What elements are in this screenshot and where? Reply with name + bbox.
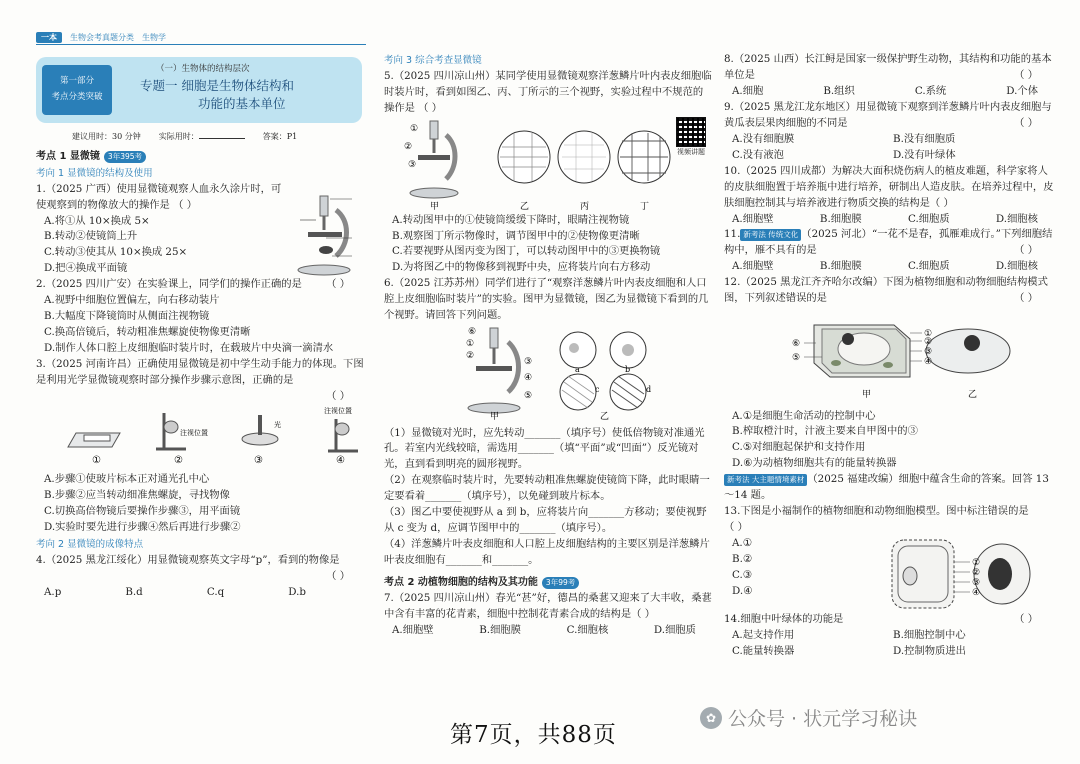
question-9-text: 9.（2025 黑龙江龙东地区）用显微镜下观察到洋葱鳞片叶内表皮细胞与黄瓜表层果肉细胞的不同是 (724, 100, 1052, 129)
q6-part-2: （2）在观察临时装片时，先要转动粗准焦螺旋使镜筒下降，此时眼睛一定要看着_______（填序号），以免碰到玻片标本。 (384, 474, 710, 503)
q5-option-a: A.转动图甲中的①使镜筒缓缓下降时，眼睛注视物镜 (392, 213, 630, 226)
svg-text:乙: 乙 (520, 201, 530, 212)
subject-name: 生物学 (142, 32, 166, 42)
svg-text:甲: 甲 (490, 412, 500, 421)
q11-option-a: A.细胞壁 (732, 260, 774, 273)
q6-part-4: （4）洋葱鳞片叶表皮细胞和人口腔上皮细胞结构的主要区别是洋葱鳞片叶表皮细胞有_______和_______。 (384, 538, 710, 567)
series-name: 生物会考真题分类 (70, 32, 134, 42)
kaoxiang-3: 考向 3 综合考查显微镜 (384, 55, 482, 66)
question-11-paren: （ ） (1014, 244, 1038, 257)
kaodian-2-label: 考点 2 动植物细胞的结构及其功能 (384, 577, 538, 589)
question-13-paren: （ ） (724, 521, 748, 534)
qr-block (676, 117, 706, 158)
q7-option-d: D.细胞质 (653, 623, 696, 636)
svg-text:③: ③ (408, 159, 417, 170)
q4-option-a: A.p (44, 585, 62, 598)
q12-option-b: B.榨取橙汁时，汁液主要来自甲图中的③ (732, 425, 918, 438)
animal-cell-yi (926, 329, 1010, 373)
step-label-2: ② (174, 454, 183, 466)
kaodian-1-label: 考点 1 显微镜 (36, 151, 100, 163)
q1-option-d: D.把④换成平面镜 (44, 262, 128, 275)
q14-option-b: B.细胞控制中心 (893, 629, 966, 642)
q8-option-d: D.个体 (1006, 84, 1038, 97)
microscope-q6 (468, 328, 520, 413)
q5-option-c: C.若要视野从图丙变为图丁，可以转动图甲中的③更换物镜 (392, 245, 661, 258)
question-9-paren: （ ） (1014, 116, 1038, 129)
svg-text:②: ② (924, 337, 933, 348)
q13-option-a: A.① (732, 537, 752, 550)
step-label-4: ④ (336, 454, 345, 466)
question-5 (384, 69, 712, 117)
svg-text:c: c (595, 385, 600, 395)
svg-text:⑥: ⑥ (468, 327, 477, 338)
plant-cell-jia (814, 325, 910, 377)
q7-options (384, 623, 712, 639)
step-label-1: ① (92, 454, 101, 466)
q12-option-c: C.⑤对细胞起保护和支持作用 (732, 441, 866, 454)
question-14-paren: （ ） (1014, 613, 1038, 626)
svg-text:丙: 丙 (580, 201, 590, 212)
q4-option-b: B.d (125, 585, 143, 598)
question-5-text: 5.（2025 四川凉山州）某同学使用显微镜观察洋葱鳞片叶内表皮细胞临时装片时，看到如图乙、丙、丁所示的三个视野，实验过程中不规范的操作是 (384, 69, 712, 114)
operation-steps-figure (36, 405, 366, 467)
chapter-title-line2: 功能的基本单位 (198, 95, 286, 111)
part-sublabel: 考点分类突破 (51, 92, 103, 103)
kaodian-1-badge: 3年395考 (104, 151, 146, 163)
question-11-text: （2025 河北）“一花不是春，孤雁难成行。”下列细胞结构中，雁不具有的是 (724, 228, 1053, 257)
brand-logo: 一本 (36, 32, 62, 43)
svg-text:②: ② (404, 141, 413, 152)
svg-text:②: ② (466, 351, 475, 362)
q8-option-b: B.组织 (823, 84, 855, 97)
question-1-paren: （ ） (173, 198, 198, 211)
q8-option-c: C.系统 (914, 84, 947, 97)
question-1 (36, 182, 286, 214)
q14-option-a: A.起支持作用 (732, 629, 795, 642)
column-1 (36, 52, 366, 601)
svg-text:乙: 乙 (600, 412, 610, 421)
view-yi (498, 131, 550, 183)
question-10: 10.（2025 四川成都）为解决大面积烧伤病人的植皮难题，科学家将人的皮肤细胞置于培养瓶中进行培养，研制出人造皮肤。在培养过程中，皮肤细胞控制其与培养液进行物质交换的结构是（ ） (724, 164, 1054, 209)
q14-option-d: D.控制物质进出 (893, 645, 966, 658)
top-rule (36, 44, 366, 45)
view-ding (618, 131, 670, 183)
question-11 (724, 227, 1054, 259)
q3-option-c: C.切换高倍物镜后要操作步骤③，用平面镜 (44, 505, 241, 518)
q10-option-a: A.细胞壁 (732, 212, 774, 225)
q11-tag: 新考法 传统文化 (740, 229, 801, 241)
question-4: 4.（2025 黑龙江绥化）用显微镜观察英文字母“p”，看到的物像是 (36, 553, 340, 566)
kaodian-2-badge: 3年99考 (542, 577, 579, 589)
q2-option-b: B.大幅度下降镜筒时从侧面注视物镜 (44, 310, 210, 323)
top-bar (36, 30, 366, 44)
question-14 (724, 612, 1054, 628)
actual-time-blank (199, 138, 245, 139)
question-4-paren: （ ） (326, 569, 350, 582)
q9-option-a: A.没有细胞膜 (732, 132, 795, 145)
q4-option-c: C.q (206, 585, 225, 598)
svg-text:②: ② (972, 568, 981, 579)
q3-option-d: D.实验时要先进行步骤④然后再进行步骤② (44, 521, 241, 534)
q10-option-c: C.细胞质 (907, 212, 950, 225)
q4-option-d: D.b (288, 585, 306, 598)
question-2-text: 2.（2025 四川广安）在实验课上，同学们的操作正确的是 (36, 278, 302, 291)
step-4-sketch (328, 419, 358, 451)
svg-text:b: b (625, 365, 631, 375)
q10-option-b: B.细胞膜 (819, 212, 862, 225)
question-13-text: 13.下图是小福制作的植物细胞和动物细胞模型。图中标注错误的是 (724, 505, 1029, 518)
note-watch-position-1: 注视位置 (180, 428, 208, 437)
question-14-text: 14.细胞中叶绿体的功能是 (724, 613, 844, 626)
column-3 (724, 52, 1054, 660)
q10-options (724, 212, 1054, 228)
q1-option-b: B.转动②使镜筒上升 (44, 230, 138, 243)
svg-text:d: d (646, 385, 652, 395)
svg-text:⑥: ⑥ (792, 339, 801, 350)
qr-label: 视频讲题 (677, 147, 705, 156)
svg-text:①: ① (466, 339, 475, 350)
q11-options (724, 259, 1054, 275)
watermark-text: 公众号 · 状元学习秘诀 (728, 708, 918, 730)
kaoxiang-1: 考向 1 显微镜的结构及使用 (36, 167, 153, 179)
question-8 (724, 52, 1054, 84)
chapter-title-line1: 专题一 细胞是生物体结构和 (140, 78, 294, 93)
watermark (700, 704, 917, 731)
q11-option-d: D.细胞核 (995, 260, 1038, 273)
svg-text:甲: 甲 (862, 390, 872, 401)
svg-text:④: ④ (972, 588, 981, 599)
question-13 (724, 504, 1054, 536)
q13-option-c: C.③ (732, 569, 753, 582)
q2-option-a: A.视野中细胞位置偏左，向右移动装片 (44, 294, 220, 307)
q11-option-c: C.细胞质 (907, 260, 950, 273)
note-light: 光 (274, 420, 281, 429)
question-2 (36, 277, 366, 293)
figure-q5 (384, 117, 674, 213)
kaoxiang-2: 考向 2 显微镜的成像特点 (36, 539, 144, 551)
question-8-text: 8.（2025 山西）长江鲟是国家一级保护野生动物，其结构和功能的基本单位是 (724, 53, 1052, 81)
svg-text:⑤: ⑤ (792, 353, 801, 364)
kaodian-1 (36, 149, 366, 165)
q14-options (724, 628, 1054, 660)
question-1-text: 1.（2025 广西）使用显微镜观察人血永久涂片时，可使观察到的物像放大的操作是 (36, 182, 282, 211)
step-3-sketch (242, 415, 278, 445)
figure-q13 (874, 536, 1044, 612)
question-2-paren: （ ） (326, 278, 350, 291)
qr-code-icon[interactable] (676, 117, 706, 147)
chapter-subtitle: （一）生物体的结构层次 (156, 64, 250, 74)
svg-text:甲: 甲 (430, 201, 440, 212)
chapter-title (140, 77, 294, 112)
step-1-sketch (68, 433, 120, 447)
part-label: 第一部分 (59, 76, 94, 86)
q7-option-c: C.细胞核 (566, 623, 609, 636)
svg-text:③: ③ (972, 578, 981, 589)
wechat-icon: ✿ (700, 707, 722, 729)
svg-text:③: ③ (924, 347, 933, 358)
q1-option-a: A.将①从 10×换成 5× (44, 214, 150, 227)
suggested-time: 建议用时：30 分钟 (72, 132, 141, 141)
q9-options (724, 132, 1054, 164)
q2-option-c: C.换高倍镜后，转动粗准焦螺旋使物像更清晰 (44, 326, 251, 339)
question-3: 3.（2025 河南许昌）正确使用显微镜是初中学生动手能力的体现。下图是利用光学显微镜观察时部分操作步骤示意图，正确的是 (36, 358, 364, 387)
time-meta (72, 131, 366, 143)
q5-option-d: D.为将图乙中的物像移到视野中央，应将装片向右方移动 (392, 261, 651, 274)
svg-text:③: ③ (524, 357, 533, 368)
q4-options (36, 585, 366, 601)
figure-q12 (724, 307, 1054, 403)
q9-option-c: C.没有液泡 (732, 148, 784, 161)
question-8-paren: （ ） (1014, 68, 1038, 81)
note-watch-position-2: 注视位置 (324, 406, 352, 415)
part-tag (42, 65, 112, 115)
q7-option-b: B.细胞膜 (479, 623, 521, 636)
column-2 (384, 52, 712, 638)
q6-part-1: （1）显微镜对光时，应先转动_______（填序号）使低倍物镜对准通光孔。若室内光线较暗，需选用_______（填“平面”或“凹面”）反光镜对光，直到看到明亮的圆形视野。 (384, 426, 705, 471)
q7-option-a: A.细胞壁 (392, 623, 434, 636)
svg-text:①: ① (924, 329, 933, 340)
svg-text:⑤: ⑤ (524, 391, 533, 402)
q6-part-3: （3）图乙中要使视野从 a 到 b，应将装片向_______方移动；要使视野从 c 变为 d，应调节图甲中的_______（填序号）。 (384, 506, 707, 535)
q13-intro-text: （2025 福建改编）细胞中蕴含生命的答案。回答 13～14 题。 (724, 473, 1049, 502)
page-number: 第7页，共88页 (450, 722, 617, 748)
question-7: 7.（2025 四川凉山州）春光“甚”好，德昌的桑葚又迎来了大丰收，桑葚中含有丰富的花青素，细胞中控制花青素合成的结构是（ ） (384, 591, 712, 620)
svg-text:a: a (575, 365, 580, 375)
q13-tag: 新考法 大主题情境素材 (724, 474, 807, 486)
question-3-paren: （ ） (326, 390, 350, 402)
q12-option-a: A.①是细胞生命活动的控制中心 (732, 409, 876, 422)
q5-option-b: B.观察图丁所示物像时，调节图甲中的②使物像更清晰 (392, 229, 640, 242)
q14-option-c: C.能量转换器 (732, 645, 795, 658)
q1-option-c: C.转动③使其从 10×换成 25× (44, 246, 188, 259)
q8-option-a: A.细胞 (732, 84, 764, 97)
q8-options (724, 84, 1054, 100)
q3-option-b: B.步骤②应当转动细准焦螺旋，寻找物像 (44, 489, 230, 502)
q3-option-a: A.步骤①使玻片标本正对通光孔中心 (44, 473, 210, 486)
q12-option-d: D.⑥为动植物细胞共有的能量转换器 (732, 457, 897, 470)
q13-intro (724, 472, 1054, 504)
question-6: 6.（2025 江苏苏州）同学们进行了“观察洋葱鳞片叶内表皮细胞和人口腔上皮细胞临时装片”的实验。图甲为显微镜，图乙为显微镜下看到的几个视野。请回答下列问题。 (384, 277, 709, 322)
svg-text:④: ④ (924, 357, 933, 368)
question-9 (724, 100, 1054, 132)
question-12 (724, 275, 1054, 307)
view-bing (558, 131, 610, 183)
question-12-text: 12.（2025 黑龙江齐齐哈尔改编）下图为植物细胞和动物细胞结构模式图，下列叙述错误的是 (724, 276, 1048, 305)
q9-option-d: D.没有叶绿体 (893, 148, 956, 161)
microscope-figure-q1 (286, 190, 366, 276)
q13-option-b: B.② (732, 553, 753, 566)
question-12-paren: （ ） (1014, 292, 1038, 305)
chapter-header (36, 57, 362, 123)
q2-option-d: D.制作人体口腔上皮细胞临时装片时，在载玻片中央滴一滴清水 (44, 342, 334, 355)
kaodian-2 (384, 575, 712, 591)
answer-page: 答案：P1 (262, 132, 298, 141)
svg-text:④: ④ (524, 373, 533, 384)
svg-text:丁: 丁 (640, 201, 650, 212)
q9-option-b: B.没有细胞质 (893, 132, 956, 145)
svg-text:①: ① (972, 558, 981, 569)
actual-time-label: 实际用时： (158, 132, 199, 141)
figure-q6 (384, 324, 712, 420)
question-11-number: 11. (724, 228, 741, 241)
question-5-paren: （ ） (418, 101, 443, 114)
q10-option-d: D.细胞核 (995, 212, 1038, 225)
svg-text:乙: 乙 (968, 390, 978, 401)
step-label-3: ③ (254, 454, 263, 466)
q11-option-b: B.细胞膜 (819, 260, 862, 273)
svg-text:①: ① (410, 123, 419, 134)
q13-option-d: D.④ (732, 585, 753, 597)
